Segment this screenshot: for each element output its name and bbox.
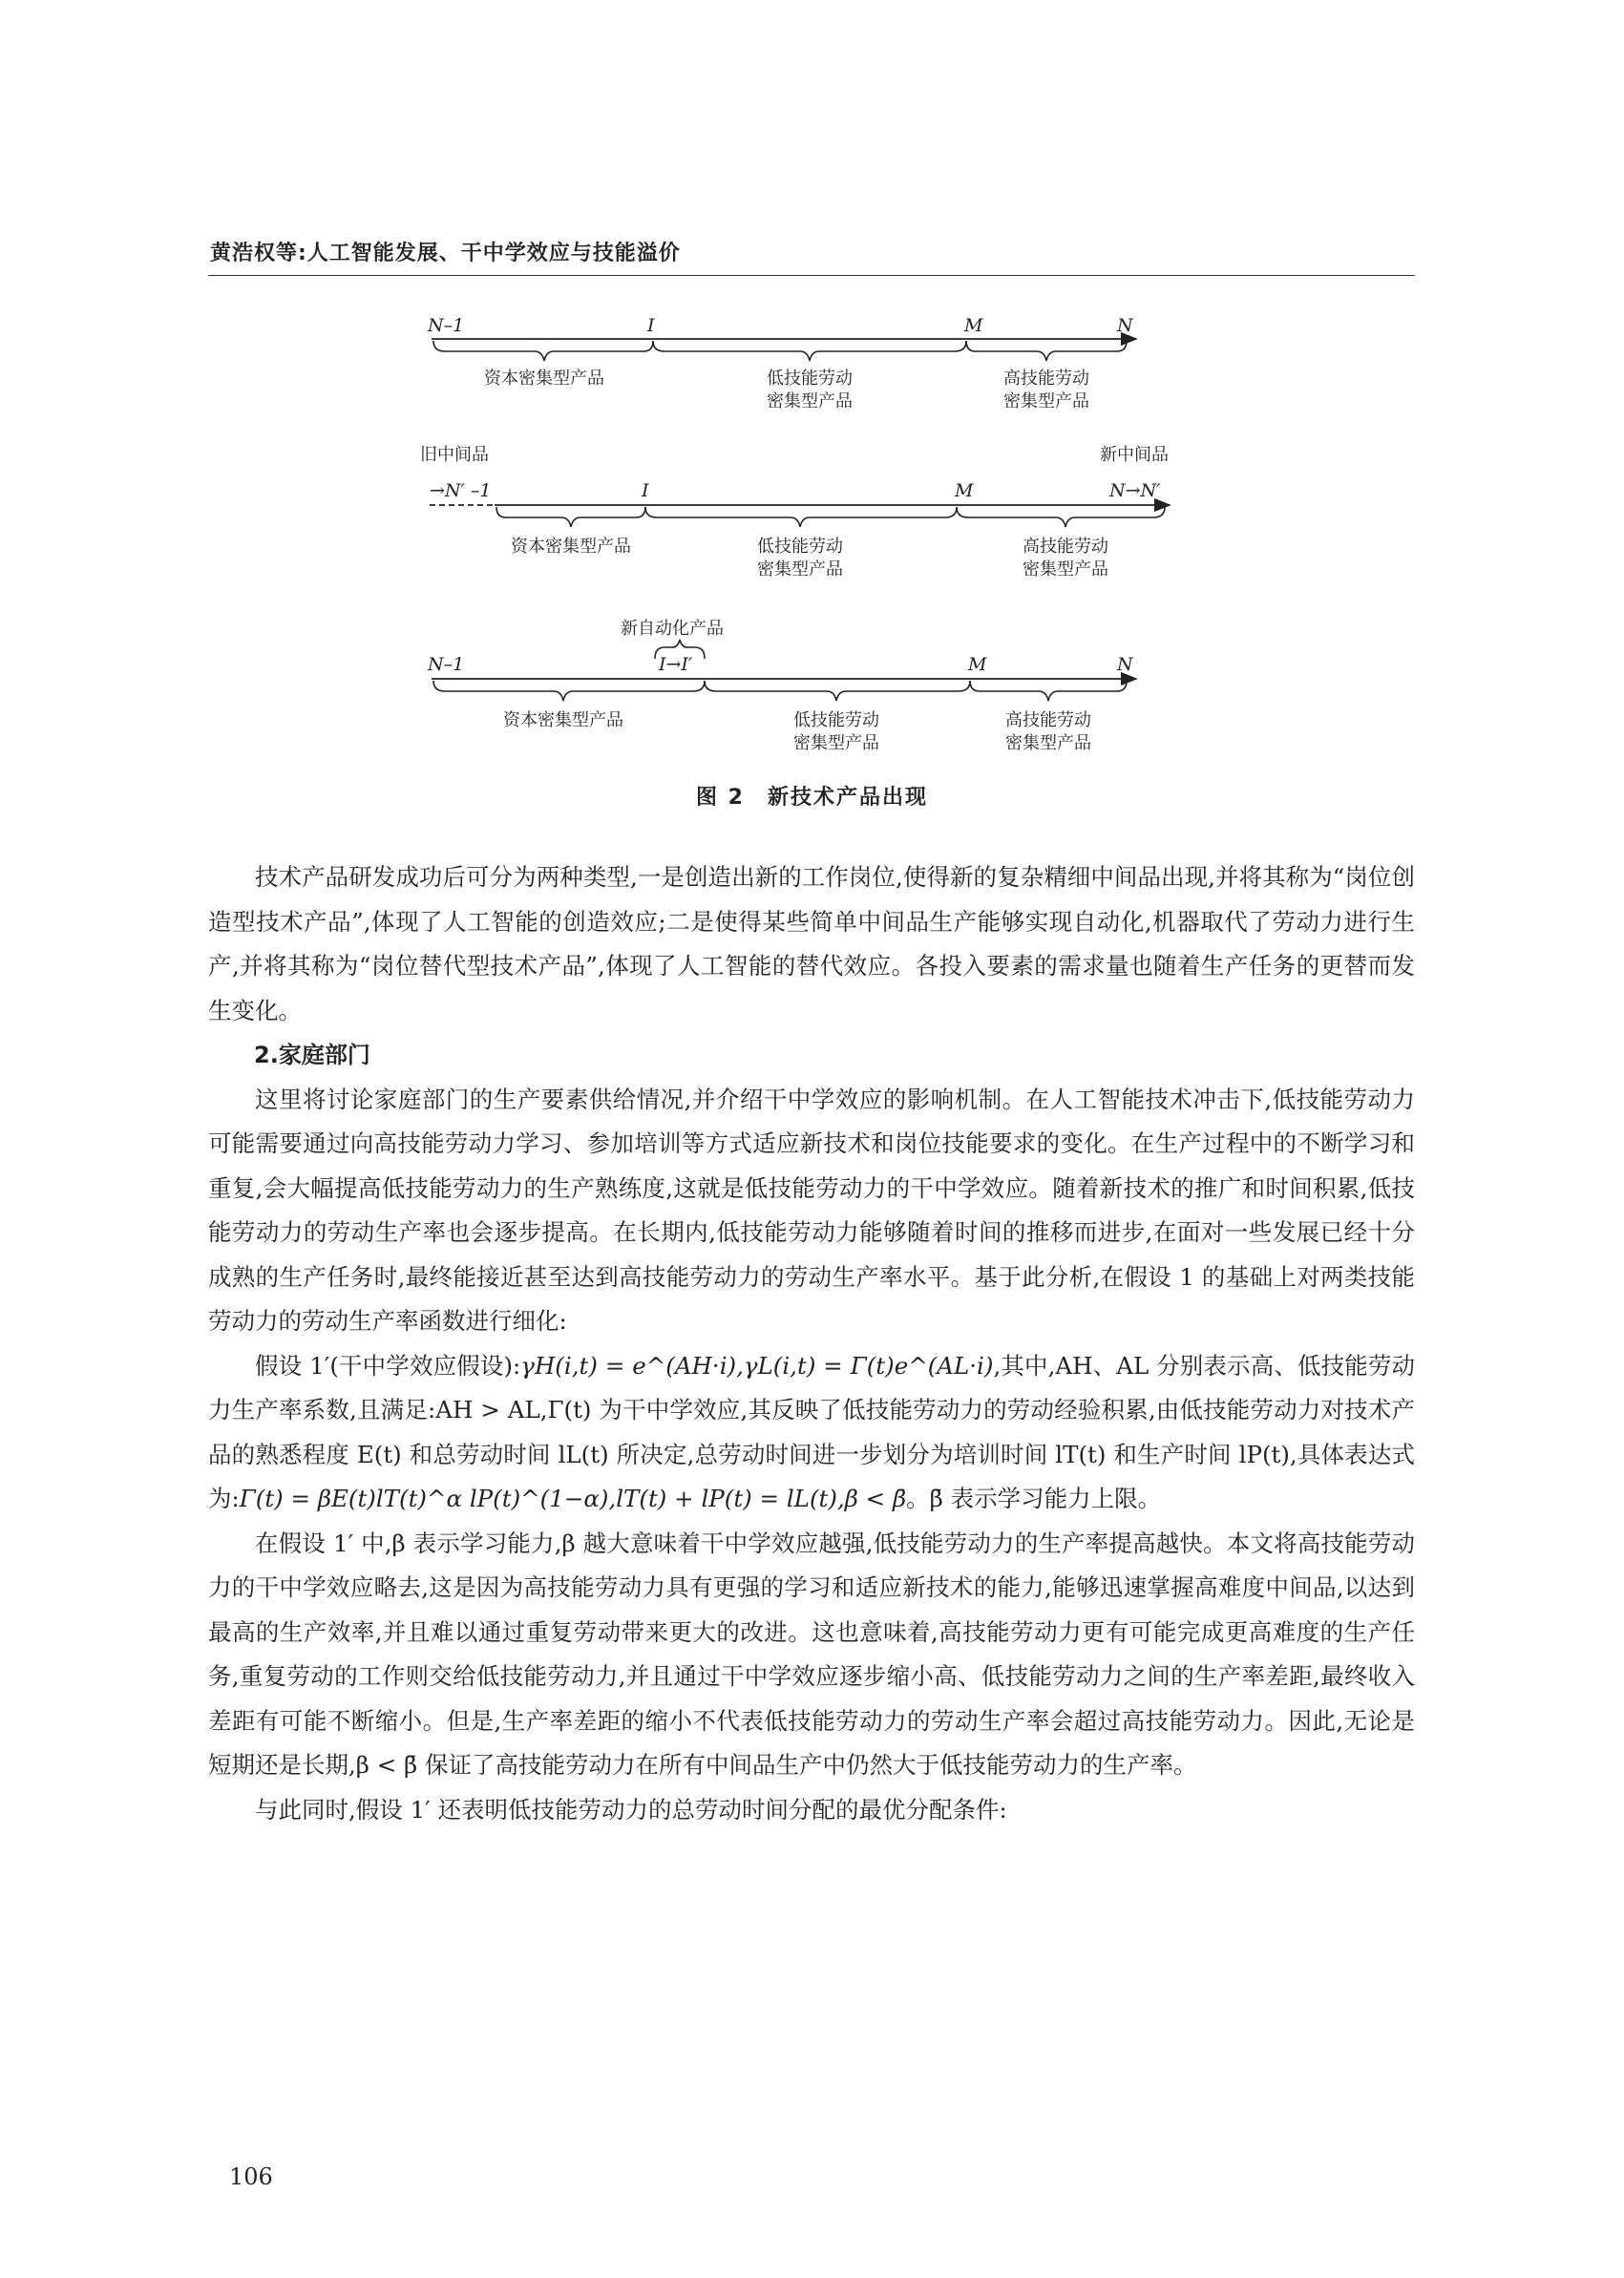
panel3-tick-i: I→I′: [659, 654, 693, 675]
panel2-brace-high: [957, 507, 1165, 527]
panel2-label-low-1: 低技能劳动: [757, 537, 843, 557]
panel2-tick-i: I: [642, 480, 649, 501]
formula-learning: Γ(t) = βE(t)lT(t)^α lP(t)^(1−α),lT(t) + lP(t) = lL(t),β < β̄: [239, 1485, 907, 1512]
panel-3: [427, 619, 1136, 753]
panel2-tick-start: →N′ –1: [430, 480, 492, 501]
panel2-brace-low: [645, 507, 957, 527]
panel1-label-capital: 资本密集型产品: [484, 369, 604, 389]
panel1-tick-i: I: [647, 315, 655, 336]
panel2-label-low-2: 密集型产品: [757, 559, 843, 580]
panel3-label-low-1: 低技能劳动: [793, 710, 879, 730]
panel2-tick-end: N→N′: [1109, 480, 1161, 501]
formula-productivity: γH(i,t) = e^(AH·i),γL(i,t) = Γ(t)e^(AL·i): [520, 1351, 994, 1380]
assumption-label: 假设 1′(干中学效应假设):: [255, 1351, 521, 1380]
panel-1: [427, 315, 1136, 411]
paragraph-3: [208, 1344, 1415, 1522]
panel1-brace-high: [966, 341, 1127, 361]
paragraph-4: 在假设 1′ 中,β 表示学习能力,β 越大意味着干中学效应越强,低技能劳动力的生产率提高越快。本文将高技能劳动力的干中学效应略去,这是因为高技能劳动力具有更强的学习和适应新技术的能力,能够迅速掌握高难度中间品,以达到最高的生产效率,并且难以通过重复劳动带来更大的改进。这也意味着,高技能劳动力更有可能完成更高难度的生产任务,重复劳动的工作则交给低技能劳动力,并且通过干中学效应逐步缩小高、低技能劳动力之间的生产率差距,最终收入差距有可能不断缩小。但是,生产率差距的缩小不代表低技能劳动力的劳动生产率会超过高技能劳动力。因此,无论是短期还是长期,β < β̄ 保证了高技能劳动力在所有中间品生产中仍然大于低技能劳动力的生产率。: [208, 1529, 1415, 1779]
panel1-label-high-1: 高技能劳动: [1003, 369, 1089, 389]
panel3-label-high-2: 密集型产品: [1005, 733, 1091, 753]
running-header: 黄浩权等:人工智能发展、干中学效应与技能溢价: [210, 242, 681, 265]
figure-2: [382, 296, 1241, 792]
panel3-auto-label: 新自动化产品: [621, 619, 724, 639]
panel1-tick-m: M: [964, 315, 983, 336]
body-text: [208, 855, 1415, 1832]
panel3-tick-n: N: [1117, 654, 1133, 675]
panel3-brace-capital: [433, 681, 705, 701]
panel1-label-low-1: 低技能劳动: [767, 369, 853, 389]
page-number: 106: [229, 2163, 273, 2190]
panel1-brace-capital: [433, 341, 653, 361]
assumption-tail: 。β̄ 表示学习能力上限。: [906, 1485, 1162, 1512]
header-rule: [208, 275, 1415, 276]
panel1-label-high-2: 密集型产品: [1003, 391, 1089, 411]
assumption-text: ,其中,AH、AL 分别表示高、低技能劳动力生产率系数,且满足:AH > AL,Γ(t) 为干中学效应,其反映了低技能劳动力的劳动经验积累,由低技能劳动力对技术产品的熟悉程度 E(t) 和总劳动时间 lL(t) 所决定,总劳动时间进一步划分为培训时间 lT(t) 和生产时间 lP(t),具体表达式为:: [208, 1351, 1415, 1512]
panel3-brace-low: [705, 681, 970, 701]
panel1-brace-low: [653, 341, 966, 361]
panel2-old-label: 旧中间品: [420, 445, 489, 465]
panel2-new-label: 新中间品: [1100, 445, 1169, 465]
panel3-label-high-1: 高技能劳动: [1005, 710, 1091, 730]
panel2-tick-m: M: [955, 480, 974, 501]
panel3-tick-m: M: [968, 654, 987, 675]
panel2-label-capital: 资本密集型产品: [511, 537, 631, 557]
figure-caption: 图 2 新技术产品出现: [696, 786, 928, 810]
panel3-tick-n-minus-1: N–1: [428, 654, 465, 675]
panel3-label-capital: 资本密集型产品: [503, 710, 623, 730]
paragraph-2: 这里将讨论家庭部门的生产要素供给情况,并介绍干中学效应的影响机制。在人工智能技术冲击下,低技能劳动力可能需要通过向高技能劳动力学习、参加培训等方式适应新技术和岗位技能要求的变化。在生产过程中的不断学习和重复,会大幅提高低技能劳动力的生产熟练度,这就是低技能劳动力的干中学效应。随着新技术的推广和时间积累,低技能劳动力的劳动生产率也会逐步提高。在长期内,低技能劳动力能够随着时间的推移而进步,在面对一些发展已经十分成熟的生产任务时,最终能接近甚至达到高技能劳动力的劳动生产率水平。基于此分析,在假设 1 的基础上对两类技能劳动力的劳动生产率函数进行细化:: [208, 1085, 1415, 1335]
panel-2: [420, 445, 1170, 580]
panel1-label-low-2: 密集型产品: [767, 391, 853, 411]
panel3-brace-high: [970, 681, 1127, 701]
panel3-label-low-2: 密集型产品: [793, 733, 879, 753]
paragraph-5: 与此同时,假设 1′ 还表明低技能劳动力的总劳动时间分配的最优分配条件:: [255, 1795, 1007, 1824]
panel1-tick-n-minus-1: N–1: [428, 315, 465, 336]
paragraph-1: 技术产品研发成功后可分为两种类型,一是创造出新的工作岗位,使得新的复杂精细中间品出现,并将其称为“岗位创造型技术产品”,体现了人工智能的创造效应;二是使得某些简单中间品生产能够实现自动化,机器取代了劳动力进行生产,并将其称为“岗位替代型技术产品”,体现了人工智能的替代效应。各投入要素的需求量也随着生产任务的更替而发生变化。: [208, 863, 1415, 1024]
panel1-tick-n: N: [1117, 315, 1133, 336]
figure-2-diagram: [382, 296, 1241, 792]
panel2-label-high-1: 高技能劳动: [1023, 537, 1108, 557]
panel2-brace-capital: [496, 507, 645, 527]
panel2-label-high-2: 密集型产品: [1023, 559, 1108, 580]
section-heading: 2.家庭部门: [254, 1042, 370, 1068]
